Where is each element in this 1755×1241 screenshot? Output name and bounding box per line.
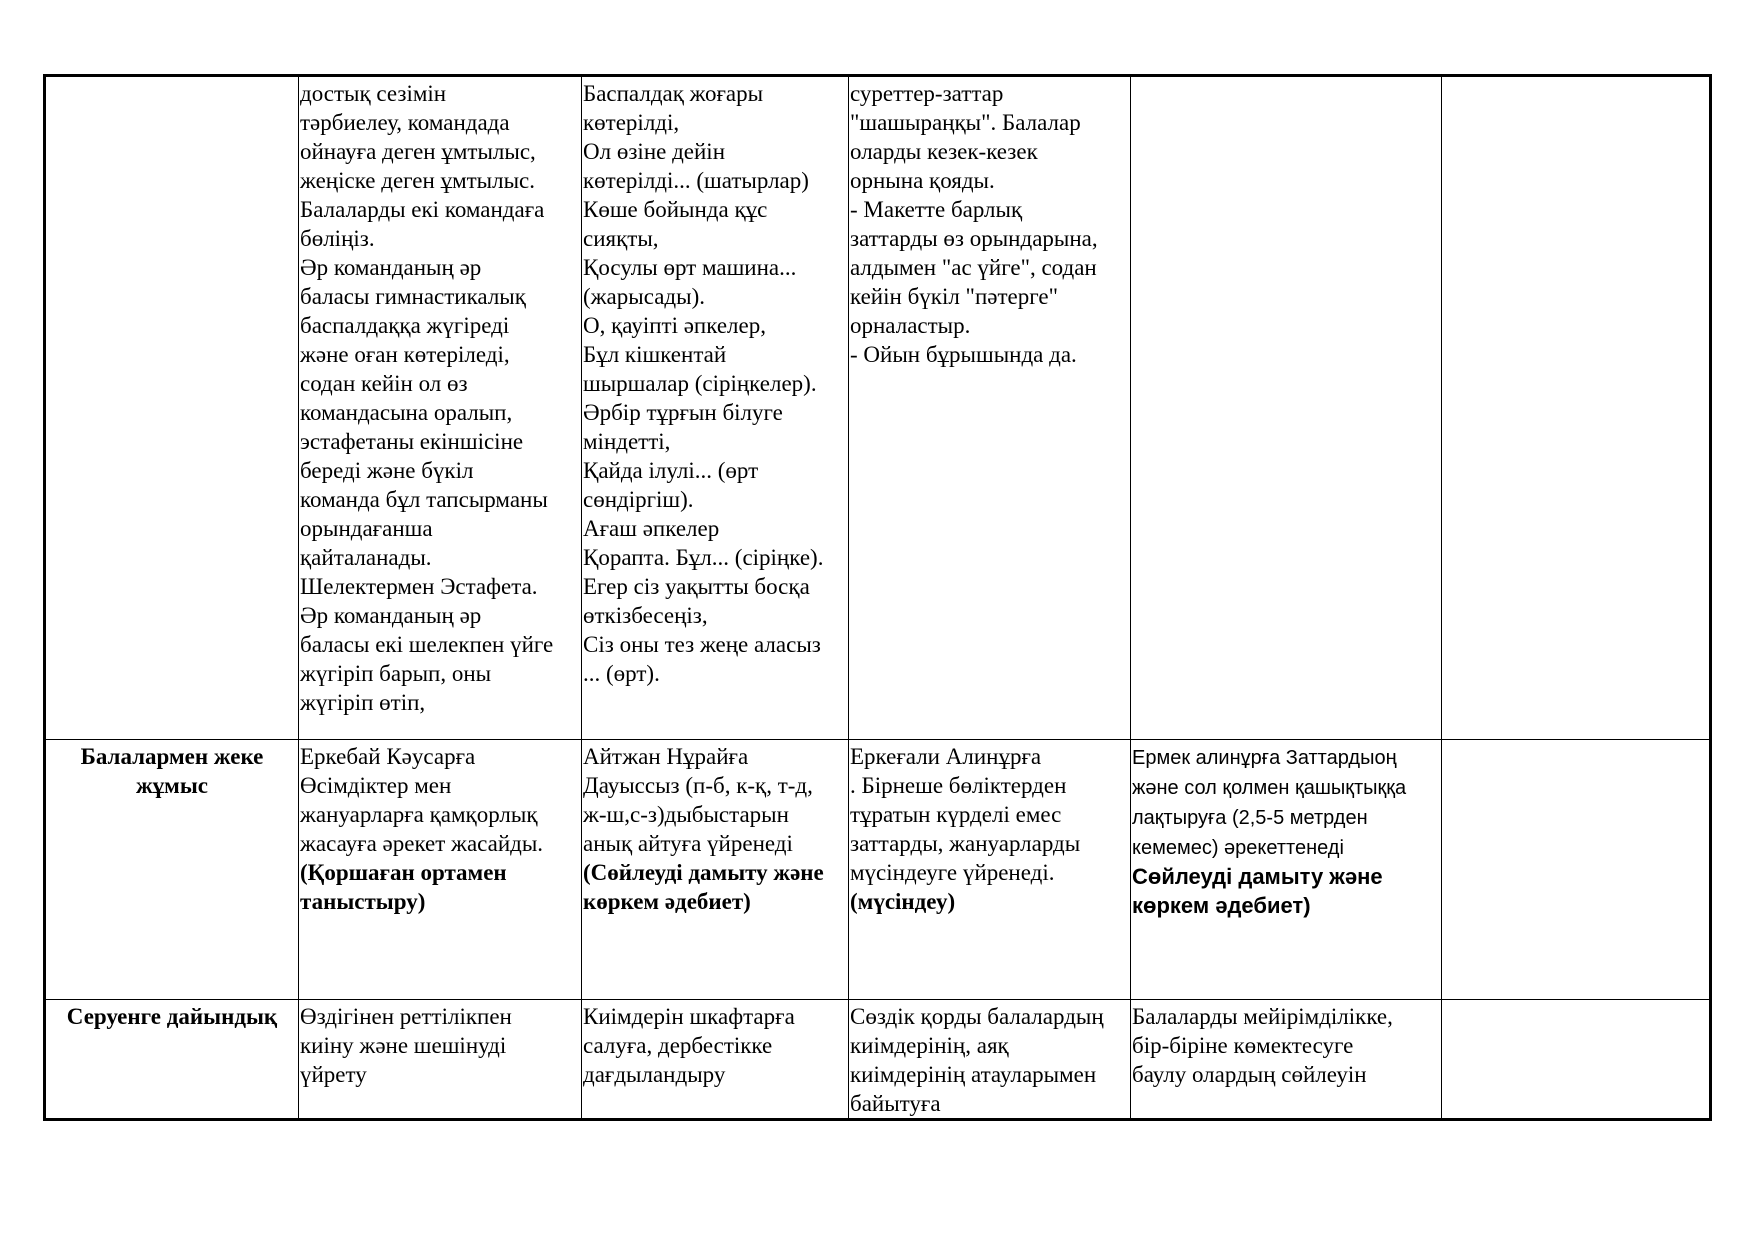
table-cell: Баспалдақ жоғары көтерілді, Ол өзіне дейін көтерілді... (шатырлар) Көше бойында құс сияқты, Қосулы өрт машина... (жарысады). О, қауіпті әпкелер, Бұл кішкентай шыршалар (сіріңкелер). Әрбір тұрғын білуге міндетті, Қайда ілулі... (өрт сөндіргіш). Ағаш әпкелер Қорапта. Бұл... (сіріңке). Егер сіз уақытты босқа өткізбесеңіз, Сіз оны тез жеңе аласыз ... (өрт). (582, 76, 849, 740)
cell-text: Ермек алинұрға Заттардыоң және сол қолмен қашықтыққа лақтыруға (2,5-5 метрден кемемес) әрекеттенеді (1132, 747, 1407, 859)
table-row (45, 1000, 1711, 1120)
table-cell (1442, 1000, 1711, 1120)
plan-table (43, 74, 1712, 1121)
table-cell (582, 740, 849, 1000)
cell-text: Айтжан Нұрайға Дауыссыз (п-б, к-қ, т-д, ж-ш,с-з)дыбыстарын анық айтуға үйренеді (583, 744, 813, 856)
table-cell (299, 740, 582, 1000)
table-cell: Киімдерін шкафтарға салуға, дербестікке дағдыландыру (582, 1000, 849, 1120)
cell-subject: (Сөйлеуді дамыту және көркем әдебиет) (583, 860, 824, 914)
table-cell (1131, 740, 1442, 1000)
cell-subject: Сөйлеуді дамыту және көркем әдебиет) (1132, 864, 1383, 918)
table-cell (1442, 740, 1711, 1000)
row-label: Серуенге дайындық (45, 1000, 299, 1120)
table-cell (1131, 76, 1442, 740)
cell-text: Еркеғали Алинұрға . Бірнеше бөліктерден тұратын күрделі емес заттарды, жануарларды мүсіндеуге үйренеді. (850, 744, 1081, 885)
row-label (45, 76, 299, 740)
row-label: Балалармен жеке жұмыс (45, 740, 299, 1000)
cell-subject: (мүсіндеу) (850, 889, 956, 914)
table-cell: суреттер-заттар "шашыраңқы". Балалар оларды кезек-кезек орнына қояды. - Макетте барлық заттарды өз орындарына, алдымен "ас үйге", содан кейін бүкіл "пәтерге" орналастыр. - Ойын бұрышында да. (849, 76, 1131, 740)
table-cell: Балаларды мейірімділікке, бір-біріне көмектесуге баулу олардың сөйлеуін (1131, 1000, 1442, 1120)
table-row (45, 740, 1711, 1000)
table-cell (849, 740, 1131, 1000)
cell-text: Еркебай Кәусарға Өсімдіктер мен жануарларға қамқорлық жасауға әрекет жасайды. (300, 744, 544, 856)
table-cell: Өздігінен реттілікпен киіну және шешінуді үйрету (299, 1000, 582, 1120)
table-row (45, 76, 1711, 740)
table-cell: достық сезімін тәрбиелеу, командада ойнауға деген ұмтылыс, жеңіске деген ұмтылыс. Балаларды екі командаға бөліңіз. Әр команданың әр баласы гимнастикалық баспалдаққа жүгіреді және оған көтеріледі, содан кейін ол өз командасына оралып, эстафетаны екіншісіне береді және бүкіл команда бұл тапсырманы орындағанша қайталанады. Шелектермен Эстафета. Әр команданың әр баласы екі шелекпен үйге жүгіріп барып, оны жүгіріп өтіп, (299, 76, 582, 740)
cell-subject: (Қоршаған ортамен таныстыру) (300, 860, 507, 914)
table-cell (1442, 76, 1711, 740)
table-cell: Сөздік қорды балалардың киімдерінің, аяқ киімдерінің атауларымен байытуға (849, 1000, 1131, 1120)
